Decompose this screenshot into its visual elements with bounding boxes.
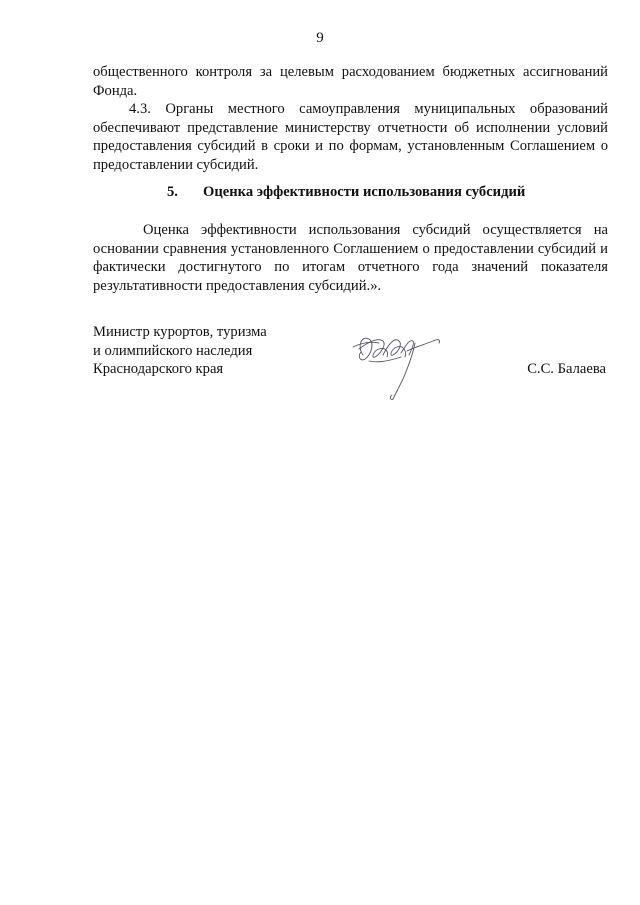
- body-section-5: [93, 221, 608, 295]
- page-number: 9: [316, 30, 324, 46]
- paragraph-section-5: Оценка эффективности использования субсидий осуществляется на основании сравнения установленного Соглашением о предоставлении субсидий и фактически достигнутого по итогам отчетного года значений показателя результативности предоставления субсидий.».: [93, 222, 608, 294]
- handwritten-signature: [349, 325, 449, 405]
- section-title: Оценка эффективности использования субсидий: [203, 184, 526, 200]
- section-number: 5.: [167, 184, 178, 200]
- signer-position-line-3: Краснодарского края: [93, 361, 224, 377]
- signature-block: [93, 323, 608, 403]
- body-top: [93, 63, 608, 174]
- signer-position-line-1: Министр курортов, туризма: [93, 324, 267, 340]
- signer-name: С.С. Балаева: [527, 361, 606, 377]
- signer-position: [93, 323, 267, 379]
- paragraph-4-3: 4.3. Органы местного самоуправления муниципальных образований обеспечивают представление министерству отчетности об исполнении условий предоставления субсидий в сроки и по формам, установленным Соглашением о предоставлении субсидий.: [93, 101, 608, 173]
- signer-position-line-2: и олимпийского наследия: [93, 342, 253, 359]
- paragraph-continuation: общественного контроля за целевым расходованием бюджетных ассигнований Фонда.: [93, 64, 608, 99]
